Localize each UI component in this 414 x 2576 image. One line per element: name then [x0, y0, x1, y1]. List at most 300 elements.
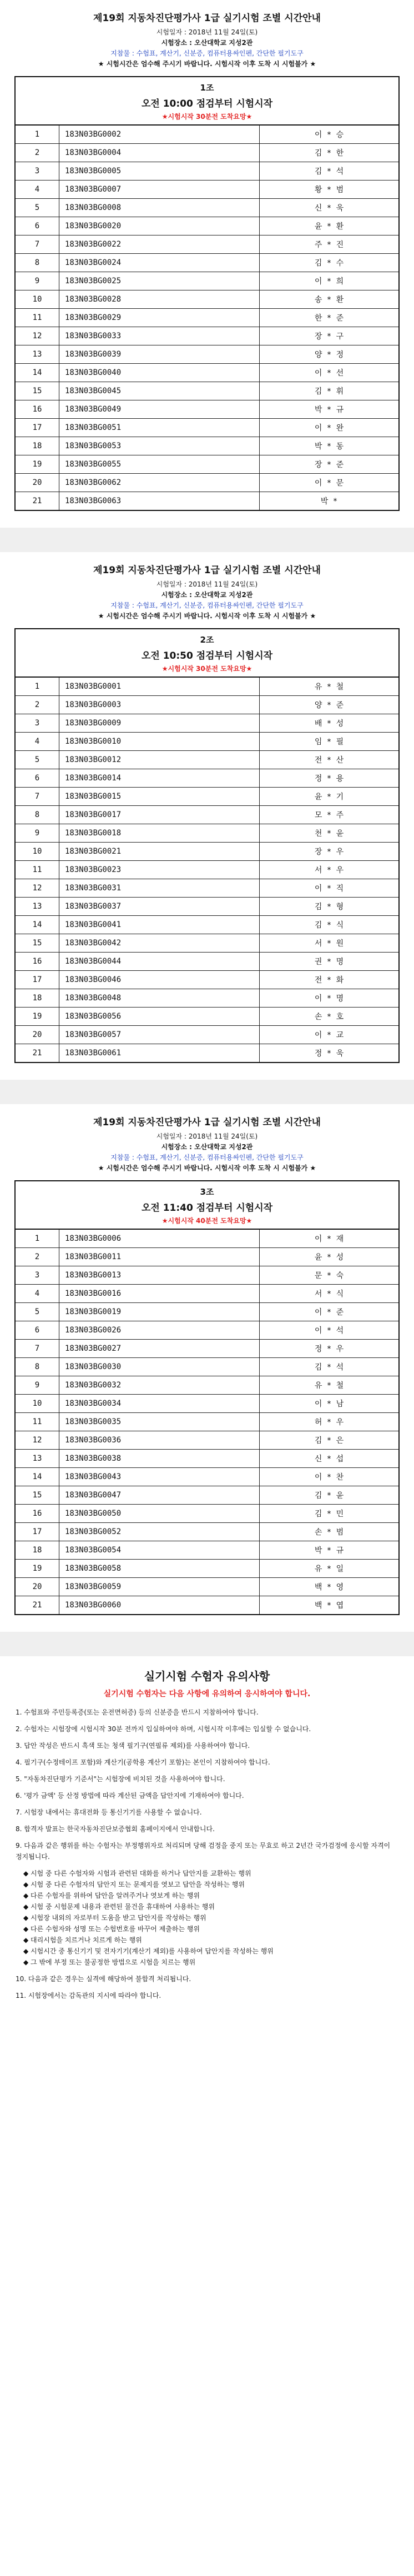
arrival-note: ★시험시작 30분전 도착요망★: [161, 665, 253, 673]
table-row: [15, 382, 399, 400]
row-number: 1: [15, 677, 59, 696]
table-row: [15, 769, 399, 788]
table-row: [15, 843, 399, 861]
candidate-name: 서 * 식: [260, 1285, 400, 1303]
table-row: [15, 492, 399, 511]
roster-table: [14, 676, 400, 1063]
row-number: 6: [15, 1321, 59, 1340]
candidate-name: 전 * 산: [260, 751, 400, 769]
row-number: 5: [15, 751, 59, 769]
table-row: [15, 400, 399, 419]
table-row: [15, 1266, 399, 1285]
candidate-name: 김 * 식: [260, 916, 400, 934]
section-divider: [0, 1080, 414, 1104]
group-header: [14, 76, 400, 124]
candidate-id: 183N03BG0023: [59, 861, 260, 879]
row-number: 20: [15, 1026, 59, 1044]
candidate-id: 183N03BG0062: [59, 474, 260, 492]
candidate-id: 183N03BG0034: [59, 1395, 260, 1413]
candidate-id: 183N03BG0056: [59, 1008, 260, 1026]
candidate-name: 정 * 용: [260, 769, 400, 788]
required-items: 지참물 : 수험표, 계산기, 신분증, 컴퓨터용싸인펜, 간단한 필기도구: [110, 1154, 304, 1161]
row-number: 19: [15, 1560, 59, 1578]
candidate-name: 천 * 윤: [260, 824, 400, 843]
row-number: 11: [15, 309, 59, 327]
candidate-id: 183N03BG0026: [59, 1321, 260, 1340]
candidate-id: 183N03BG0014: [59, 769, 260, 788]
row-number: 21: [15, 1044, 59, 1063]
candidate-id: 183N03BG0049: [59, 400, 260, 419]
row-number: 19: [15, 1008, 59, 1026]
misconduct-item: ◆ 시험 중 다른 수험자와 시험과 관련된 대화를 하거나 답안지를 교환하는 행위: [23, 1870, 251, 1877]
exam-venue: 시험장소 : 오산대학교 지성2관: [161, 591, 253, 599]
row-number: 12: [15, 327, 59, 345]
time-warning: ★ 시험시간은 엄수해 주시기 바랍니다. 시험시작 이후 도착 시 시험불가 ★: [98, 60, 316, 68]
candidate-id: 183N03BG0055: [59, 455, 260, 474]
candidate-id: 183N03BG0027: [59, 1340, 260, 1358]
notice-item: 4. 필기구(수정테이프 포함)와 계산기(공학용 계산기 포함)는 본인이 지참하여야 합니다.: [16, 1758, 270, 1766]
row-number: 1: [15, 125, 59, 144]
table-row: [15, 162, 399, 181]
notice-item: 11. 시험장에서는 감독관의 지시에 따라야 합니다.: [16, 1992, 161, 1999]
candidate-name: 유 * 철: [260, 677, 400, 696]
notice-title: 실기시험 수험자 유의사항: [144, 1670, 270, 1683]
schedule-header: [0, 1104, 414, 1172]
candidate-id: 183N03BG0063: [59, 492, 260, 511]
candidate-id: 183N03BG0001: [59, 677, 260, 696]
table-row: [15, 788, 399, 806]
table-row: [15, 1505, 399, 1523]
candidate-id: 183N03BG0016: [59, 1285, 260, 1303]
candidate-id: 183N03BG0018: [59, 824, 260, 843]
candidate-id: 183N03BG0046: [59, 971, 260, 989]
candidate-name: 이 * 석: [260, 1321, 400, 1340]
exam-date: 시험일자 : 2018년 11월 24일(토): [156, 28, 258, 36]
candidate-name: 윤 * 성: [260, 1248, 400, 1266]
group-start-time: 오전 10:00 점검부터 시험시작: [141, 98, 273, 109]
table-row: [15, 474, 399, 492]
exam-venue: 시험장소 : 오산대학교 지성2관: [161, 1143, 253, 1151]
candidate-id: 183N03BG0028: [59, 290, 260, 309]
row-number: 16: [15, 400, 59, 419]
section-divider: [0, 1632, 414, 1656]
table-row: [15, 327, 399, 345]
candidate-name: 모 * 주: [260, 806, 400, 824]
row-number: 15: [15, 382, 59, 400]
candidate-id: 183N03BG0012: [59, 751, 260, 769]
row-number: 18: [15, 989, 59, 1008]
row-number: 7: [15, 235, 59, 254]
notice-list: [0, 1707, 414, 2001]
notice-item: 5. "자동차진단평가 기준서"는 시험장에 비치된 것을 사용하여야 합니다.: [16, 1775, 225, 1783]
candidate-id: 183N03BG0038: [59, 1450, 260, 1468]
candidate-name: 한 * 준: [260, 309, 400, 327]
candidate-name: 백 * 엽: [260, 1596, 400, 1615]
row-number: 3: [15, 714, 59, 733]
candidate-name: 이 * 선: [260, 364, 400, 382]
candidate-id: 183N03BG0031: [59, 879, 260, 898]
candidate-name: 박 * 규: [260, 1541, 400, 1560]
table-row: [15, 677, 399, 696]
candidate-name: 김 * 은: [260, 1431, 400, 1450]
row-number: 16: [15, 1505, 59, 1523]
row-number: 5: [15, 199, 59, 217]
candidate-name: 손 * 범: [260, 1523, 400, 1541]
candidate-name: 이 * 교: [260, 1026, 400, 1044]
candidate-id: 183N03BG0041: [59, 916, 260, 934]
table-row: [15, 1358, 399, 1376]
candidate-id: 183N03BG0045: [59, 382, 260, 400]
table-row: [15, 879, 399, 898]
table-row: [15, 144, 399, 162]
candidate-name: 전 * 화: [260, 971, 400, 989]
table-row: [15, 1026, 399, 1044]
row-number: 8: [15, 806, 59, 824]
candidate-id: 183N03BG0048: [59, 989, 260, 1008]
candidate-name: 이 * 승: [260, 125, 400, 144]
misconduct-item: ◆ 다른 수험자를 위하여 답안을 알려주거나 엿보게 하는 행위: [23, 1892, 200, 1900]
candidate-name: 문 * 숙: [260, 1266, 400, 1285]
group-number: 3조: [200, 1187, 214, 1197]
row-number: 4: [15, 181, 59, 199]
table-row: [15, 217, 399, 235]
candidate-name: 이 * 준: [260, 1303, 400, 1321]
table-row: [15, 806, 399, 824]
row-number: 13: [15, 345, 59, 364]
table-row: [15, 751, 399, 769]
candidate-name: 김 * 형: [260, 898, 400, 916]
candidate-name: 장 * 구: [260, 327, 400, 345]
candidate-name: 박 * 동: [260, 437, 400, 455]
candidate-id: 183N03BG0006: [59, 1229, 260, 1248]
candidate-name: 김 * 석: [260, 1358, 400, 1376]
candidate-id: 183N03BG0007: [59, 181, 260, 199]
row-number: 15: [15, 934, 59, 953]
row-number: 20: [15, 474, 59, 492]
table-row: [15, 1376, 399, 1395]
row-number: 4: [15, 1285, 59, 1303]
candidate-id: 183N03BG0058: [59, 1560, 260, 1578]
time-warning: ★ 시험시간은 엄수해 주시기 바랍니다. 시험시작 이후 도착 시 시험불가 ★: [98, 612, 316, 620]
arrival-note: ★시험시작 30분전 도착요망★: [161, 113, 253, 121]
candidate-id: 183N03BG0009: [59, 714, 260, 733]
misconduct-item: ◆ 시험 중 다른 수험자의 답안지 또는 문제지를 엿보고 답안을 작성하는 행위: [23, 1881, 245, 1888]
candidate-id: 183N03BG0005: [59, 162, 260, 181]
candidate-name: 백 * 영: [260, 1578, 400, 1596]
table-row: [15, 254, 399, 272]
table-row: [15, 971, 399, 989]
table-row: [15, 1431, 399, 1450]
row-number: 6: [15, 769, 59, 788]
candidate-name: 박 *: [260, 492, 400, 511]
candidate-name: 신 * 섭: [260, 1450, 400, 1468]
row-number: 2: [15, 1248, 59, 1266]
row-number: 11: [15, 861, 59, 879]
row-number: 10: [15, 843, 59, 861]
row-number: 7: [15, 788, 59, 806]
row-number: 13: [15, 1450, 59, 1468]
candidate-name: 신 * 욱: [260, 199, 400, 217]
table-row: [15, 1486, 399, 1505]
candidate-name: 정 * 우: [260, 1340, 400, 1358]
table-row: [15, 1578, 399, 1596]
candidate-id: 183N03BG0053: [59, 437, 260, 455]
table-row: [15, 419, 399, 437]
row-number: 4: [15, 733, 59, 751]
candidate-name: 김 * 윤: [260, 1486, 400, 1505]
candidate-name: 유 * 철: [260, 1376, 400, 1395]
row-number: 10: [15, 290, 59, 309]
candidate-id: 183N03BG0017: [59, 806, 260, 824]
group-number: 2조: [200, 635, 214, 645]
candidate-id: 183N03BG0060: [59, 1596, 260, 1615]
table-row: [15, 916, 399, 934]
candidate-name: 유 * 일: [260, 1560, 400, 1578]
misconduct-item: ◆ 대리시험을 치르거나 치르게 하는 행위: [23, 1936, 142, 1944]
table-row: [15, 733, 399, 751]
candidate-name: 김 * 수: [260, 254, 400, 272]
candidate-id: 183N03BG0061: [59, 1044, 260, 1063]
candidate-name: 윤 * 환: [260, 217, 400, 235]
candidate-id: 183N03BG0002: [59, 125, 260, 144]
candidate-id: 183N03BG0051: [59, 419, 260, 437]
row-number: 9: [15, 1376, 59, 1395]
table-row: [15, 345, 399, 364]
table-row: [15, 1044, 399, 1063]
candidate-name: 이 * 재: [260, 1229, 400, 1248]
candidate-id: 183N03BG0033: [59, 327, 260, 345]
notice-item: 1. 수험표와 주민등록증(또는 운전면허증) 등의 신분증을 반드시 지참하여야 합니다.: [16, 1708, 259, 1716]
candidate-name: 이 * 명: [260, 989, 400, 1008]
row-number: 17: [15, 1523, 59, 1541]
section-divider: [0, 528, 414, 552]
schedule-title: 제19회 지동차진단평가사 1급 실기시험 조별 시간안내: [93, 13, 321, 24]
row-number: 8: [15, 1358, 59, 1376]
row-number: 14: [15, 1468, 59, 1486]
candidate-id: 183N03BG0003: [59, 696, 260, 714]
candidate-name: 이 * 직: [260, 879, 400, 898]
table-row: [15, 272, 399, 290]
candidate-id: 183N03BG0004: [59, 144, 260, 162]
row-number: 13: [15, 898, 59, 916]
table-row: [15, 455, 399, 474]
candidate-name: 김 * 한: [260, 144, 400, 162]
row-number: 8: [15, 254, 59, 272]
candidate-id: 183N03BG0021: [59, 843, 260, 861]
schedule-header: [0, 0, 414, 68]
table-row: [15, 696, 399, 714]
row-number: 16: [15, 953, 59, 971]
row-number: 3: [15, 1266, 59, 1285]
candidate-id: 183N03BG0030: [59, 1358, 260, 1376]
candidate-id: 183N03BG0029: [59, 309, 260, 327]
candidate-id: 183N03BG0032: [59, 1376, 260, 1395]
group-header: [14, 1180, 400, 1229]
candidate-name: 임 * 필: [260, 733, 400, 751]
table-row: [15, 989, 399, 1008]
exam-venue: 시험장소 : 오산대학교 지성2관: [161, 39, 253, 47]
candidate-id: 183N03BG0013: [59, 1266, 260, 1285]
candidate-id: 183N03BG0042: [59, 934, 260, 953]
candidate-name: 박 * 규: [260, 400, 400, 419]
misconduct-item: ◆ 시험 중 시험문제 내용과 관련된 물건을 휴대하여 사용하는 행위: [23, 1903, 215, 1911]
candidate-name: 이 * 문: [260, 474, 400, 492]
candidate-id: 183N03BG0011: [59, 1248, 260, 1266]
candidate-id: 183N03BG0022: [59, 235, 260, 254]
row-number: 19: [15, 455, 59, 474]
group-table: [14, 76, 400, 511]
candidate-name: 김 * 석: [260, 162, 400, 181]
candidate-name: 권 * 명: [260, 953, 400, 971]
row-number: 14: [15, 364, 59, 382]
table-row: [15, 1468, 399, 1486]
notice-item: 9. 다음과 같은 행위를 하는 수험자는 부정행위자로 처리되며 당해 검정을 중지 또는 무효로 하고 2년간 국가검정에 응시할 자격이 정지됩니다.: [16, 1842, 391, 1861]
candidate-name: 양 * 정: [260, 345, 400, 364]
candidate-name: 이 * 찬: [260, 1468, 400, 1486]
roster-table: [14, 124, 400, 511]
row-number: 3: [15, 162, 59, 181]
candidate-name: 이 * 희: [260, 272, 400, 290]
candidate-id: 183N03BG0040: [59, 364, 260, 382]
row-number: 12: [15, 879, 59, 898]
row-number: 18: [15, 437, 59, 455]
row-number: 17: [15, 419, 59, 437]
row-number: 21: [15, 1596, 59, 1615]
row-number: 14: [15, 916, 59, 934]
exam-date: 시험일자 : 2018년 11월 24일(토): [156, 1132, 258, 1140]
candidate-name: 송 * 환: [260, 290, 400, 309]
row-number: 9: [15, 272, 59, 290]
candidate-name: 배 * 성: [260, 714, 400, 733]
row-number: 2: [15, 144, 59, 162]
candidate-id: 183N03BG0024: [59, 254, 260, 272]
candidate-id: 183N03BG0015: [59, 788, 260, 806]
schedule-title: 제19회 지동차진단평가사 1급 실기시험 조별 시간안내: [93, 565, 321, 576]
table-row: [15, 1395, 399, 1413]
table-row: [15, 1321, 399, 1340]
table-row: [15, 824, 399, 843]
table-row: [15, 1541, 399, 1560]
candidate-id: 183N03BG0044: [59, 953, 260, 971]
table-row: [15, 181, 399, 199]
table-row: [15, 309, 399, 327]
misconduct-item: ◆ 그 밖에 부정 또는 불공정한 방법으로 시험을 치르는 행위: [23, 1958, 196, 1966]
notice-subtitle: 실기시험 수험자는 다음 사항에 유의하여 응시하여야 합니다.: [103, 1690, 311, 1698]
candidate-id: 183N03BG0057: [59, 1026, 260, 1044]
candidate-name: 김 * 민: [260, 1505, 400, 1523]
group-start-time: 오전 10:50 점검부터 시험시작: [141, 650, 273, 661]
candidate-name: 김 * 휘: [260, 382, 400, 400]
row-number: 12: [15, 1431, 59, 1450]
row-number: 5: [15, 1303, 59, 1321]
required-items: 지참물 : 수험표, 계산기, 신분증, 컴퓨터용싸인펜, 간단한 필기도구: [110, 602, 304, 609]
row-number: 11: [15, 1413, 59, 1431]
candidate-name: 허 * 우: [260, 1413, 400, 1431]
candidate-id: 183N03BG0010: [59, 733, 260, 751]
row-number: 20: [15, 1578, 59, 1596]
exam-date: 시험일자 : 2018년 11월 24일(토): [156, 580, 258, 588]
candidate-name: 황 * 범: [260, 181, 400, 199]
candidate-id: 183N03BG0059: [59, 1578, 260, 1596]
row-number: 10: [15, 1395, 59, 1413]
candidate-id: 183N03BG0020: [59, 217, 260, 235]
table-row: [15, 125, 399, 144]
group-start-time: 오전 11:40 점검부터 시험시작: [141, 1202, 273, 1214]
notice-item: 8. 합격자 발표는 한국자동차진단보증협회 홈페이지에서 안내합니다.: [16, 1825, 215, 1833]
group-header: [14, 628, 400, 676]
row-number: 21: [15, 492, 59, 511]
candidate-name: 서 * 우: [260, 861, 400, 879]
misconduct-list: [16, 1868, 398, 1968]
notice-item: 7. 시험장 내에서는 휴대전화 등 통신기기를 사용할 수 없습니다.: [16, 1808, 202, 1816]
candidate-id: 183N03BG0035: [59, 1413, 260, 1431]
table-row: [15, 364, 399, 382]
notice-item: 10. 다음과 같은 경우는 실격에 해당하여 불합격 처리됩니다.: [16, 1975, 191, 1983]
candidate-id: 183N03BG0043: [59, 1468, 260, 1486]
candidate-id: 183N03BG0047: [59, 1486, 260, 1505]
candidate-name: 장 * 우: [260, 843, 400, 861]
required-items: 지참물 : 수험표, 계산기, 신분증, 컴퓨터용싸인펜, 간단한 필기도구: [110, 49, 304, 57]
row-number: 6: [15, 217, 59, 235]
group-table: [14, 628, 400, 1063]
table-row: [15, 1523, 399, 1541]
table-row: [15, 1008, 399, 1026]
group-number: 1조: [200, 83, 214, 93]
arrival-note: ★시험시작 40분전 도착요망★: [161, 1217, 253, 1225]
candidate-id: 183N03BG0036: [59, 1431, 260, 1450]
roster-table: [14, 1229, 400, 1615]
notice-item: 6. '평가 금액' 등 산정 방법에 따라 계산된 금액을 답안지에 기재하여야 합니다.: [16, 1792, 244, 1800]
candidate-id: 183N03BG0052: [59, 1523, 260, 1541]
candidate-name: 양 * 준: [260, 696, 400, 714]
table-row: [15, 898, 399, 916]
row-number: 18: [15, 1541, 59, 1560]
candidate-id: 183N03BG0050: [59, 1505, 260, 1523]
misconduct-item: ◆ 시험장 내외의 자로부터 도움을 받고 답안지를 작성하는 행위: [23, 1914, 206, 1922]
candidate-name: 장 * 준: [260, 455, 400, 474]
schedule-header: [0, 552, 414, 620]
table-row: [15, 1285, 399, 1303]
candidate-id: 183N03BG0025: [59, 272, 260, 290]
candidate-name: 이 * 남: [260, 1395, 400, 1413]
candidate-name: 주 * 진: [260, 235, 400, 254]
candidate-id: 183N03BG0039: [59, 345, 260, 364]
notice-item: 2. 수험자는 시험장에 시험시작 30분 전까지 입실하여야 하며, 시험시작 이후에는 입실할 수 없습니다.: [16, 1725, 311, 1733]
misconduct-item: ◆ 시험시간 중 통신기기 및 전자기기(계산기 제외)를 사용하여 답안지를 작성하는 행위: [23, 1947, 274, 1955]
candidate-name: 서 * 원: [260, 934, 400, 953]
group-table: [14, 1180, 400, 1615]
row-number: 2: [15, 696, 59, 714]
table-row: [15, 1596, 399, 1615]
table-row: [15, 1248, 399, 1266]
candidate-id: 183N03BG0054: [59, 1541, 260, 1560]
table-row: [15, 235, 399, 254]
schedule-title: 제19회 지동차진단평가사 1급 실기시험 조별 시간안내: [93, 1117, 321, 1128]
table-row: [15, 437, 399, 455]
candidate-name: 정 * 욱: [260, 1044, 400, 1063]
candidate-name: 이 * 완: [260, 419, 400, 437]
table-row: [15, 953, 399, 971]
table-row: [15, 290, 399, 309]
table-row: [15, 1229, 399, 1248]
table-row: [15, 199, 399, 217]
row-number: 15: [15, 1486, 59, 1505]
table-row: [15, 1303, 399, 1321]
notice-item: 3. 답안 작성은 반드시 흑색 또는 청색 필기구(연필류 제외)를 사용하여야 합니다.: [16, 1742, 250, 1750]
row-number: 9: [15, 824, 59, 843]
candidate-id: 183N03BG0037: [59, 898, 260, 916]
table-row: [15, 934, 399, 953]
